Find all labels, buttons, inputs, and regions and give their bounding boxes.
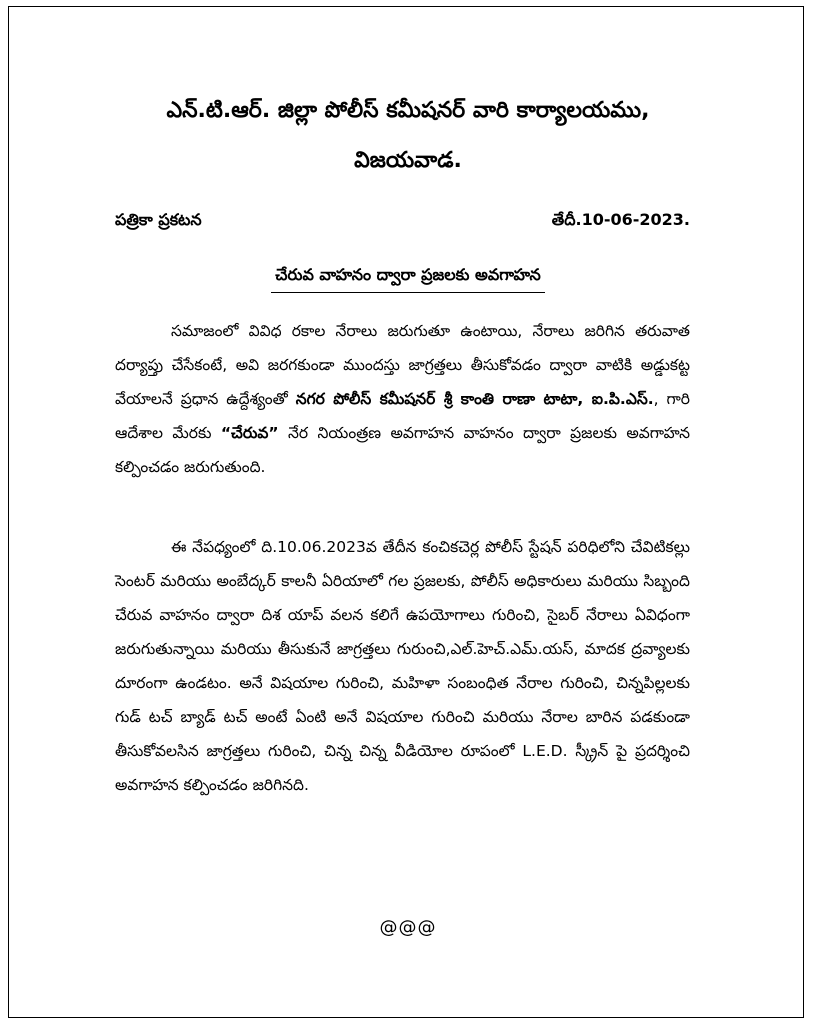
subject-heading xyxy=(0,262,816,293)
document-type-label: పత్రికా ప్రకటన xyxy=(115,210,202,229)
meta-row xyxy=(115,206,690,234)
commissioner-name: నగర పోలీస్ కమీషనర్ శ్రీ కాంతి రాణా టాటా, ఐ.పి.ఎస్. xyxy=(295,390,654,408)
body-paragraph-1 xyxy=(115,314,690,484)
program-name: “చేరువ” xyxy=(220,424,279,442)
end-marker: @@@ xyxy=(379,917,437,938)
paragraph-1-text-c: నేర నియంత్రణ అవగాహన వాహనం ద్వారా ప్రజలకు అవగాహన కల్పించడం జరుగుతుంది. xyxy=(115,424,690,476)
office-city: విజయవాడ. xyxy=(354,148,462,173)
body-paragraph-2: ఈ నేపధ్యంలో ది.10.06.2023వ తేదీన కంచికచెర్ల పోలీస్ స్టేషన్ పరిధిలోని చేవిటికల్లు సెంటర్ మరియు అంబేద్కర్ కాలనీ ఏరియాలో గల ప్రజలకు, పోలీస్ అధికారులు మరియు సిబ్బంది చేరువ వాహనం ద్వారా దిశ యాప్ వలన కలిగే ఉపయోగాలు గురించి, సైబర్ నేరాలు ఏవిధంగా జరుగుతున్నాయి మరియు తీసుకునే జాగ్రత్తలు గురుంచి,ఎల్.హెచ్.ఎమ్.యస్, మాదక ద్రవ్యాలకు దూరంగా ఉండటం. అనే విషయాల గురించి, మహిళా సంబంధిత నేరాల గురించి, చిన్నపిల్లలకు గుడ్ టచ్ బ్యాడ్ టచ్ అంటే ఏంటి అనే విషయాల గురించి మరియు నేరాల బారిన పడకుండా తీసుకోవలసిన జాగ్రత్తలు గురించి, చిన్న చిన్న వీడియోల రూపంలో L.E.D. స్క్రీన్ పై ప్రదర్శించి అవగాహన కల్పించడం జరిగినది. xyxy=(115,538,690,794)
paragraph-1-text-b: , గారి ఆదేశాల మేరకు xyxy=(115,390,690,442)
office-title: ఎన్.టి.ఆర్. జిల్లా పోలీస్ కమీషనర్ వారి కార్యాలయము, xyxy=(166,98,650,123)
paragraph-1-text-a: సమాజంలో వివిధ రకాల నేరాలు జరుగుతూ ఉంటాయి, నేరాలు జరిగిన తరువాత దర్యాప్తు చేసేకంటే, అవి జరగకుండా ముందస్తు జాగ్రత్తలు తీసుకోవడం ద్వారా వాటికి అడ్డుకట్ట వేయాలనే ప్రధాన ఉద్దేశ్యంతో xyxy=(115,322,690,408)
document-date: తేదీ.10-06-2023. xyxy=(551,210,690,229)
subject-text: చేరువ వాహనం ద్వారా ప్రజలకు అవగాహన xyxy=(271,262,544,293)
